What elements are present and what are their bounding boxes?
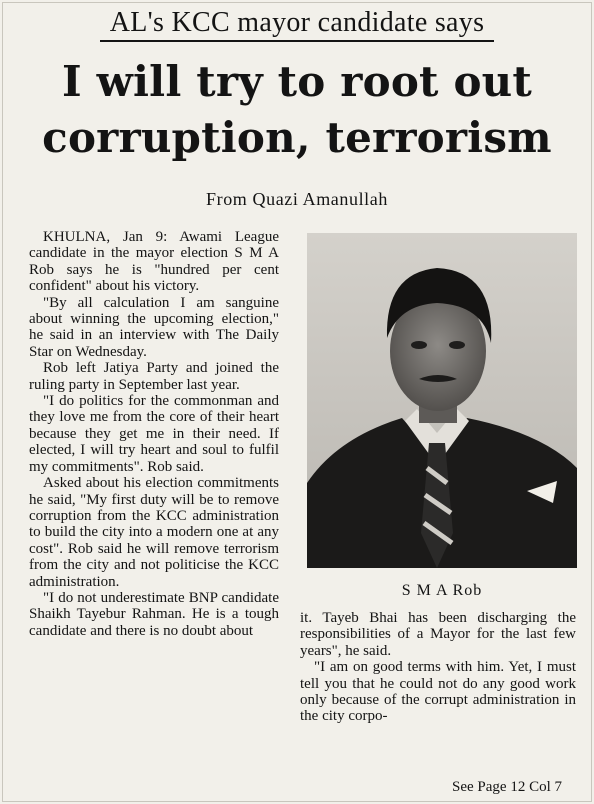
paragraph: "I am on good terms with him. Yet, I must tell you that he could not do any good work only because of the corrupt administration in the city corpo- (300, 659, 576, 725)
kicker (0, 8, 594, 42)
kicker-text: AL's KCC mayor candidate says (100, 8, 495, 42)
byline: From Quazi Amanullah (206, 189, 388, 209)
portrait-photo (307, 233, 577, 568)
body-column-left (29, 229, 279, 639)
paragraph: KHULNA, Jan 9: Awami League candidate in the mayor election S M A Rob says he is "hundred per cent confident" about his victory. (29, 229, 279, 295)
paragraph: "By all calculation I am sanguine about winning the upcoming election," he said in an interview with The Daily Star on Wednesday. (29, 294, 279, 360)
paragraph: Asked about his election commitments he said, "My first duty will be to remove corruption from the KCC administration to build the city into a modern one at any cost". Rob said he will remove terrorism from the city and not politicise the KCC administration. (29, 475, 279, 590)
paragraph: "I do not underestimate BNP candidate Shaikh Tayebur Rahman. He is a tough candidate and there is no doubt about (29, 589, 279, 639)
paragraph: it. Tayeb Bhai has been discharging the responsibilities of a Mayor for the last few years", he said. (300, 610, 576, 659)
body-column-right (300, 610, 576, 725)
paragraph: "I do politics for the commonman and they love me from the core of their heart because they get me in their need. If elected, I will try heart and soul to fulfil my commitments". Rob said. (29, 393, 279, 475)
photo-caption: S M A Rob (401, 582, 483, 599)
paragraph: Rob left Jatiya Party and joined the ruling party in September last year. (29, 360, 279, 393)
jump-line: See Page 12 Col 7 (452, 779, 562, 795)
headline: I will try to root out corruption, terrorism (42, 57, 552, 162)
